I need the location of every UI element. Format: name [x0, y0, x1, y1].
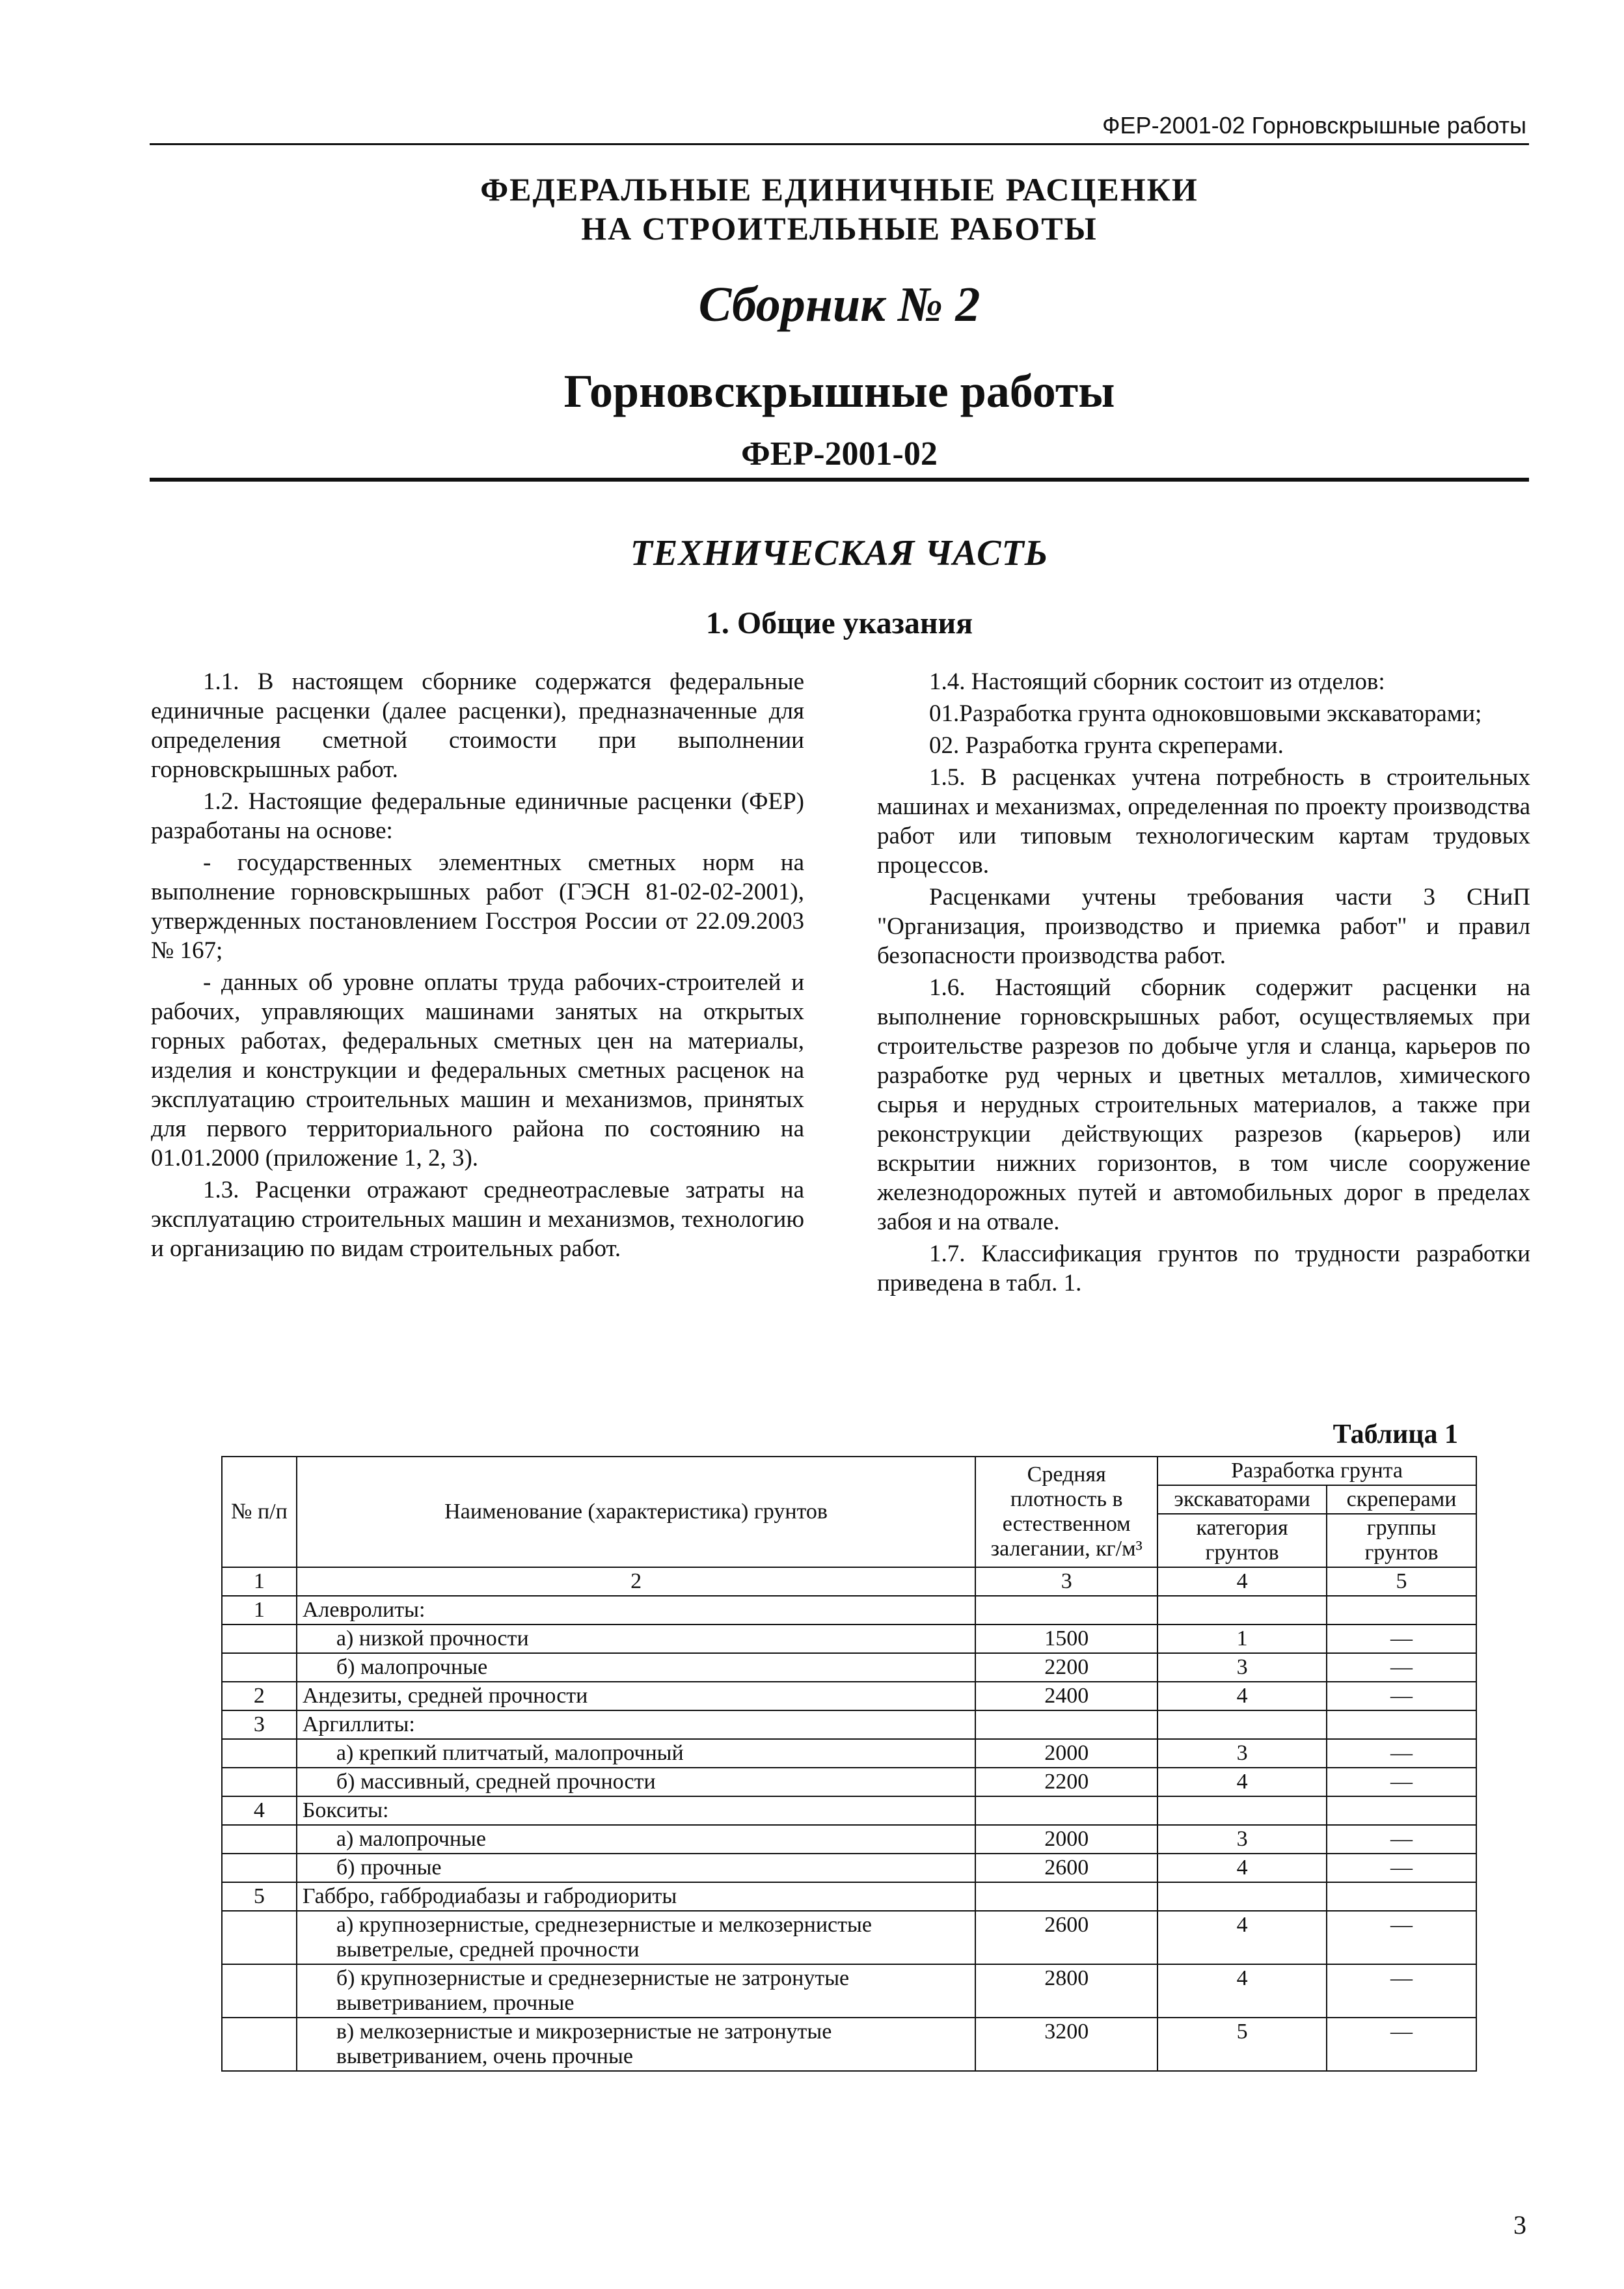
paragraph: - государственных элементных сметных норм на выполнение горновскрышных работ (ГЭСН 81-02-02-2001), утвержденных постановлением Госстроя России от 22.09.2003 № 167; — [151, 849, 804, 964]
paragraph: 1.7. Классификация грунтов по трудности разработки приведена в табл. 1. — [877, 1240, 1530, 1296]
row-num — [222, 2018, 297, 2071]
column-number: 3 — [975, 1567, 1157, 1596]
column-number: 1 — [222, 1567, 297, 1596]
row-group: — — [1327, 1854, 1476, 1882]
paragraph: 1.2. Настоящие федеральные единичные расценки (ФЕР) разработаны на основе: — [151, 788, 804, 844]
right-column — [877, 667, 1530, 1300]
row-density — [975, 1710, 1157, 1739]
table-row — [222, 1796, 1476, 1825]
row-density: 2200 — [975, 1768, 1157, 1796]
row-group: — — [1327, 1624, 1476, 1653]
soil-classification-table — [221, 1456, 1477, 2072]
row-group: — — [1327, 1739, 1476, 1768]
paragraph: 1.4. Настоящий сборник состоит из отделов: — [929, 668, 1385, 695]
row-group: — — [1327, 1825, 1476, 1854]
table-row — [222, 1825, 1476, 1854]
header-groups: группы грунтов — [1327, 1514, 1476, 1567]
row-name: а) низкой прочности — [297, 1624, 975, 1653]
table-body — [222, 1596, 1476, 2071]
row-name: Бокситы: — [297, 1796, 975, 1825]
left-column — [151, 667, 804, 1266]
row-num: 2 — [222, 1682, 297, 1710]
row-density: 3200 — [975, 2018, 1157, 2071]
collection-title: Сборник № 2 — [698, 277, 981, 332]
section-subtitle: 1. Общие указания — [705, 606, 973, 640]
row-num — [222, 1739, 297, 1768]
row-group: — — [1327, 2018, 1476, 2071]
table-row — [222, 1854, 1476, 1882]
row-name: Габбро, габбродиабазы и габродиориты — [297, 1882, 975, 1911]
row-category: 5 — [1157, 2018, 1327, 2071]
row-density: 1500 — [975, 1624, 1157, 1653]
row-name: б) малопрочные — [297, 1653, 975, 1682]
row-name: в) мелкозернистые и микрозернистые не затронутые выветриванием, очень прочные — [297, 2018, 975, 2071]
title-line-1: ФЕДЕРАЛЬНЫЕ ЕДИНИЧНЫЕ РАСЦЕНКИ — [480, 171, 1198, 208]
paragraph: 1.1. В настоящем сборнике содержатся федеральные единичные расценки (далее расценки), предназначенные для определения сметной стоимости при выполнении горновскрышных работ. — [151, 668, 804, 783]
column-number: 4 — [1157, 1567, 1327, 1596]
row-num — [222, 1624, 297, 1653]
header-density: Средняя плотность в естественном залегании, кг/м³ — [975, 1457, 1157, 1567]
row-group: — — [1327, 1682, 1476, 1710]
row-density: 2000 — [975, 1825, 1157, 1854]
row-category: 4 — [1157, 1854, 1327, 1882]
row-name: б) прочные — [297, 1854, 975, 1882]
paragraph: 01.Разработка грунта одноковшовыми экскаваторами; — [929, 700, 1482, 727]
paragraph: 02. Разработка грунта скреперами. — [929, 732, 1284, 759]
table-caption: Таблица 1 — [1333, 1419, 1458, 1449]
row-group: — — [1327, 1911, 1476, 1964]
header-category: категория грунтов — [1157, 1514, 1327, 1567]
row-category — [1157, 1796, 1327, 1825]
row-category: 4 — [1157, 1768, 1327, 1796]
row-group: — — [1327, 1964, 1476, 2018]
row-density: 2600 — [975, 1911, 1157, 1964]
row-name: Андезиты, средней прочности — [297, 1682, 975, 1710]
row-num — [222, 1911, 297, 1964]
header-name: Наименование (характеристика) грунтов — [297, 1457, 975, 1567]
row-group — [1327, 1882, 1476, 1911]
header-num: № п/п — [222, 1457, 297, 1567]
row-name: Алевролиты: — [297, 1596, 975, 1624]
header-development: Разработка грунта — [1157, 1457, 1476, 1485]
column-number: 5 — [1327, 1567, 1476, 1596]
row-group: — — [1327, 1768, 1476, 1796]
table-row — [222, 1596, 1476, 1624]
row-category: 3 — [1157, 1825, 1327, 1854]
table-row — [222, 1624, 1476, 1653]
table-row — [222, 1882, 1476, 1911]
row-category: 3 — [1157, 1739, 1327, 1768]
paragraph: 1.5. В расценках учтена потребность в строительных машинах и механизмах, определенная по проекту производства работ или типовым технологическим картам трудовых процессов. — [877, 764, 1530, 879]
row-category: 3 — [1157, 1653, 1327, 1682]
table-row — [222, 2018, 1476, 2071]
row-name: а) малопрочные — [297, 1825, 975, 1854]
row-category — [1157, 1882, 1327, 1911]
row-num: 3 — [222, 1710, 297, 1739]
row-num — [222, 1854, 297, 1882]
row-group — [1327, 1796, 1476, 1825]
document-code: ФЕР-2001-02 — [741, 435, 938, 473]
table-row — [222, 1739, 1476, 1768]
paragraph: 1.6. Настоящий сборник содержит расценки на выполнение горновскрышных работ, осуществляемых при строительстве разрезов по добыче угля и сланца, карьеров по разработке руд черных и цветных металлов, химического сырья и нерудных строительных материалов, а также при реконструкции действующих разрезов (карьеров) или вскрытии нижних горизонтов, в том числе сооружение железнодорожных путей и автомобильных дорог в пределах забоя и на отвале. — [877, 974, 1530, 1235]
row-group — [1327, 1596, 1476, 1624]
row-name: б) массивный, средней прочности — [297, 1768, 975, 1796]
table-row — [222, 1768, 1476, 1796]
row-category: 4 — [1157, 1964, 1327, 2018]
title-rule — [150, 478, 1529, 482]
row-category — [1157, 1596, 1327, 1624]
running-header: ФЕР-2001-02 Горновскрышные работы — [1102, 112, 1526, 139]
header-rule — [150, 143, 1529, 145]
row-density — [975, 1796, 1157, 1825]
row-name: а) крупнозернистые, среднезернистые и мелкозернистые выветрелые, средней прочности — [297, 1911, 975, 1964]
row-num: 5 — [222, 1882, 297, 1911]
paragraph: 1.3. Расценки отражают среднеотраслевые затраты на эксплуатацию строительных машин и механизмов, технологию и организацию по видам строительных работ. — [151, 1177, 804, 1262]
table-row — [222, 1653, 1476, 1682]
row-num — [222, 1653, 297, 1682]
table-row — [222, 1911, 1476, 1964]
row-category: 4 — [1157, 1911, 1327, 1964]
row-density — [975, 1882, 1157, 1911]
row-num — [222, 1964, 297, 2018]
row-name: Аргиллиты: — [297, 1710, 975, 1739]
row-group: — — [1327, 1653, 1476, 1682]
row-density: 2000 — [975, 1739, 1157, 1768]
paragraph: Расценками учтены требования части 3 СНиП "Организация, производство и приемка работ" и правил безопасности производства работ. — [877, 884, 1530, 969]
row-category — [1157, 1710, 1327, 1739]
header-excavators: экскаваторами — [1157, 1485, 1327, 1514]
document-name: Горновскрышные работы — [563, 365, 1115, 417]
table-row — [222, 1964, 1476, 2018]
section-title: ТЕХНИЧЕСКАЯ ЧАСТЬ — [630, 533, 1049, 573]
row-num: 4 — [222, 1796, 297, 1825]
row-num — [222, 1825, 297, 1854]
row-group — [1327, 1710, 1476, 1739]
row-density: 2600 — [975, 1854, 1157, 1882]
row-density: 2400 — [975, 1682, 1157, 1710]
page-number: 3 — [1513, 2210, 1526, 2240]
row-num: 1 — [222, 1596, 297, 1624]
table-row — [222, 1710, 1476, 1739]
row-density — [975, 1596, 1157, 1624]
row-category: 4 — [1157, 1682, 1327, 1710]
paragraph: - данных об уровне оплаты труда рабочих-строителей и рабочих, управляющих машинами занятых на открытых горных работах, федеральных сметных цен на материалы, изделия и конструкции и федеральных сметных расценок на эксплуатацию строительных машин и механизмов, принятых для первого территориального района по состоянию на 01.01.2000 (приложение 1, 2, 3). — [151, 969, 804, 1172]
row-num — [222, 1768, 297, 1796]
table-row — [222, 1682, 1476, 1710]
row-density: 2200 — [975, 1653, 1157, 1682]
header-scrapers: скреперами — [1327, 1485, 1476, 1514]
row-name: а) крепкий плитчатый, малопрочный — [297, 1739, 975, 1768]
title-line-2: НА СТРОИТЕЛЬНЫЕ РАБОТЫ — [581, 210, 1098, 247]
row-density: 2800 — [975, 1964, 1157, 2018]
row-category: 1 — [1157, 1624, 1327, 1653]
row-name: б) крупнозернистые и среднезернистые не затронутые выветриванием, прочные — [297, 1964, 975, 2018]
column-number: 2 — [297, 1567, 975, 1596]
